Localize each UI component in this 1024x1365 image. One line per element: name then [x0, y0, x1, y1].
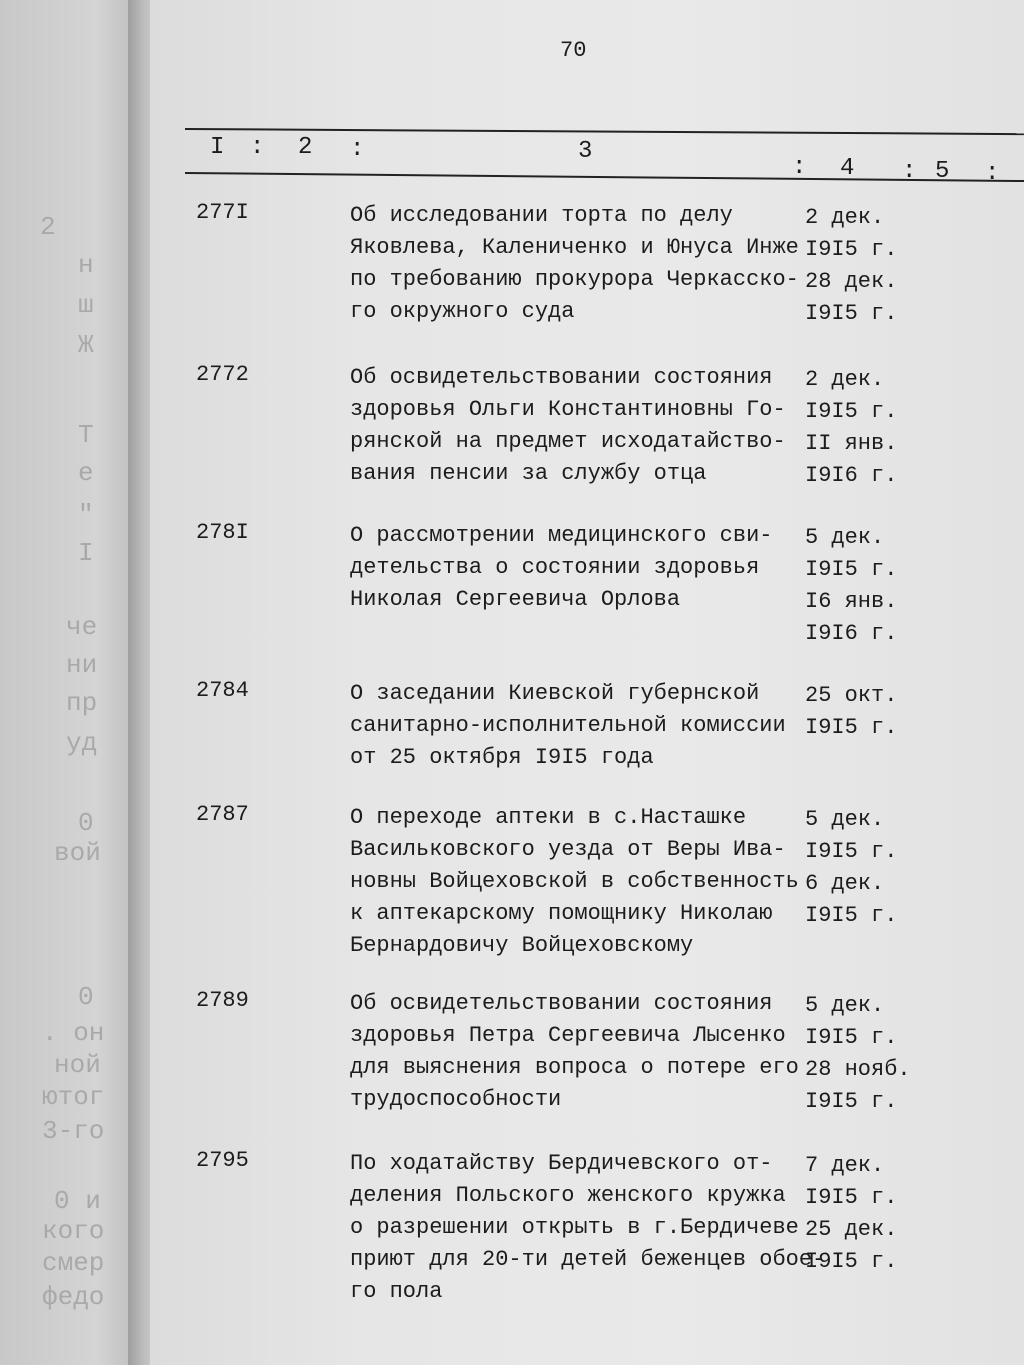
- date-line: 6 дек.: [805, 871, 885, 896]
- date-line: 2 дек.: [805, 367, 885, 392]
- date-line: 28 нояб.: [805, 1057, 911, 1082]
- left-page-fragment: ": [78, 500, 94, 530]
- description-line: здоровья Ольги Константиновны Го-: [350, 397, 786, 422]
- entry-dates: [805, 522, 965, 650]
- left-page-fragment: 0: [78, 982, 94, 1012]
- header-col-2: 2: [298, 134, 313, 161]
- description-line: от 25 октября I9I5 года: [350, 745, 654, 770]
- description-line: деления Польского женского кружка: [350, 1183, 786, 1208]
- description-line: для выяснения вопроса о потере его: [350, 1055, 799, 1080]
- header-sep: :: [902, 158, 917, 185]
- entry-number: 2784: [196, 678, 249, 703]
- description-line: детельства о состоянии здоровья: [350, 555, 760, 580]
- left-page-fragment: 2: [40, 212, 56, 242]
- left-page-fragment: кого: [42, 1216, 105, 1246]
- entry-number: 2772: [196, 362, 249, 387]
- description-line: трудоспособности: [350, 1087, 562, 1112]
- left-page-fragment: 0 и: [54, 1186, 101, 1216]
- entry-description: [350, 1148, 826, 1308]
- description-line: Николая Сергеевича Орлова: [350, 587, 681, 612]
- date-line: I9I6 г.: [805, 621, 898, 646]
- entry-description: [350, 200, 810, 328]
- date-line: 7 дек.: [805, 1153, 885, 1178]
- description-line: здоровья Петра Сергеевича Лысенко: [350, 1023, 786, 1048]
- description-line: го окружного суда: [350, 299, 575, 324]
- page-number: 70: [560, 38, 587, 63]
- date-line: I6 янв.: [805, 589, 898, 614]
- entry-number: 2787: [196, 802, 249, 827]
- date-line: I9I5 г.: [805, 1025, 898, 1050]
- date-line: 5 дек.: [805, 807, 885, 832]
- header-sep: :: [985, 160, 1000, 187]
- entry-dates: [805, 680, 965, 744]
- entry-dates: [805, 990, 965, 1118]
- description-line: О переходе аптеки в с.Насташке: [350, 805, 747, 830]
- description-line: по требованию прокурора Черкасско-: [350, 267, 799, 292]
- entry-number: 277I: [196, 200, 249, 225]
- description-line: го пола: [350, 1279, 443, 1304]
- left-page-fragment: 0: [78, 808, 94, 838]
- left-page-fragment: ной: [54, 1050, 101, 1080]
- header-sep: :: [792, 154, 807, 181]
- header-sep: :: [250, 134, 265, 161]
- left-page-fragment: смер: [42, 1248, 105, 1278]
- description-line: Об освидетельствовании состояния: [350, 991, 773, 1016]
- description-line: Яковлева, Калениченко и Юнуса Инже: [350, 235, 799, 260]
- entry-dates: [805, 804, 965, 932]
- left-page-fragment: Т: [78, 420, 94, 450]
- date-line: I9I5 г.: [805, 1185, 898, 1210]
- date-line: 2 дек.: [805, 205, 885, 230]
- date-line: 5 дек.: [805, 525, 885, 550]
- entry-dates: [805, 1150, 965, 1278]
- left-page-fragment: че: [66, 612, 98, 642]
- entry-dates: [805, 364, 965, 492]
- entry-description: [350, 802, 810, 962]
- entry-number: 2795: [196, 1148, 249, 1173]
- left-page-fragment: ютог: [42, 1082, 105, 1112]
- date-line: II янв.: [805, 431, 898, 456]
- left-page-fragment: ш: [78, 290, 94, 320]
- description-line: О рассмотрении медицинского сви-: [350, 523, 773, 548]
- date-line: I9I5 г.: [805, 903, 898, 928]
- date-line: I9I5 г.: [805, 1089, 898, 1114]
- description-line: вания пенсии за службу отца: [350, 461, 707, 486]
- description-line: к аптекарскому помощнику Николаю: [350, 901, 773, 926]
- date-line: I9I5 г.: [805, 301, 898, 326]
- date-line: I9I5 г.: [805, 1249, 898, 1274]
- entry-number: 278I: [196, 520, 249, 545]
- description-line: приют для 20-ти детей беженцев обое-: [350, 1247, 826, 1272]
- date-line: 5 дек.: [805, 993, 885, 1018]
- header-col-3: 3: [578, 138, 593, 165]
- left-page-fragment: н: [78, 250, 94, 280]
- date-line: 25 дек.: [805, 1217, 898, 1242]
- header-col-4: 4: [840, 155, 855, 182]
- description-line: Бернардовичу Войцеховскому: [350, 933, 694, 958]
- description-line: По ходатайству Бердичевского от-: [350, 1151, 773, 1176]
- left-page-fragment: I: [78, 538, 94, 568]
- date-line: 25 окт.: [805, 683, 898, 708]
- description-line: Об исследовании торта по делу: [350, 203, 733, 228]
- description-line: О заседании Киевской губернской: [350, 681, 760, 706]
- date-line: I9I5 г.: [805, 237, 898, 262]
- left-page-fragment: 3-го: [42, 1116, 105, 1146]
- description-line: Об освидетельствовании состояния: [350, 365, 773, 390]
- date-line: I9I5 г.: [805, 715, 898, 740]
- entry-dates: [805, 202, 965, 330]
- description-line: Васильковского уезда от Веры Ива-: [350, 837, 786, 862]
- description-line: рянской на предмет исходатайство-: [350, 429, 786, 454]
- left-page-fragment: пр: [66, 688, 98, 718]
- left-page-fragment: Ж: [78, 330, 94, 360]
- left-page-fragment: е: [78, 458, 94, 488]
- left-page-fragment: ни: [66, 650, 98, 680]
- description-line: о разрешении открыть в г.Бердичеве: [350, 1215, 799, 1240]
- header-sep: :: [350, 136, 365, 163]
- entry-number: 2789: [196, 988, 249, 1013]
- description-line: новны Войцеховской в собственность: [350, 869, 799, 894]
- left-page-fragment: федо: [42, 1282, 105, 1312]
- entry-description: [350, 988, 810, 1116]
- date-line: 28 дек.: [805, 269, 898, 294]
- date-line: I9I5 г.: [805, 557, 898, 582]
- left-page-fragment: вой: [54, 838, 101, 868]
- date-line: I9I5 г.: [805, 399, 898, 424]
- date-line: I9I5 г.: [805, 839, 898, 864]
- left-page-fragment: уд: [66, 728, 98, 758]
- date-line: I9I6 г.: [805, 463, 898, 488]
- description-line: санитарно-исполнительной комиссии: [350, 713, 786, 738]
- header-col-5: 5: [935, 158, 950, 185]
- left-facing-page: [0, 0, 138, 1365]
- entry-description: [350, 362, 810, 490]
- entry-description: [350, 678, 810, 774]
- left-page-fragment: . он: [42, 1018, 105, 1048]
- entry-description: [350, 520, 810, 616]
- header-col-1: I: [210, 134, 225, 161]
